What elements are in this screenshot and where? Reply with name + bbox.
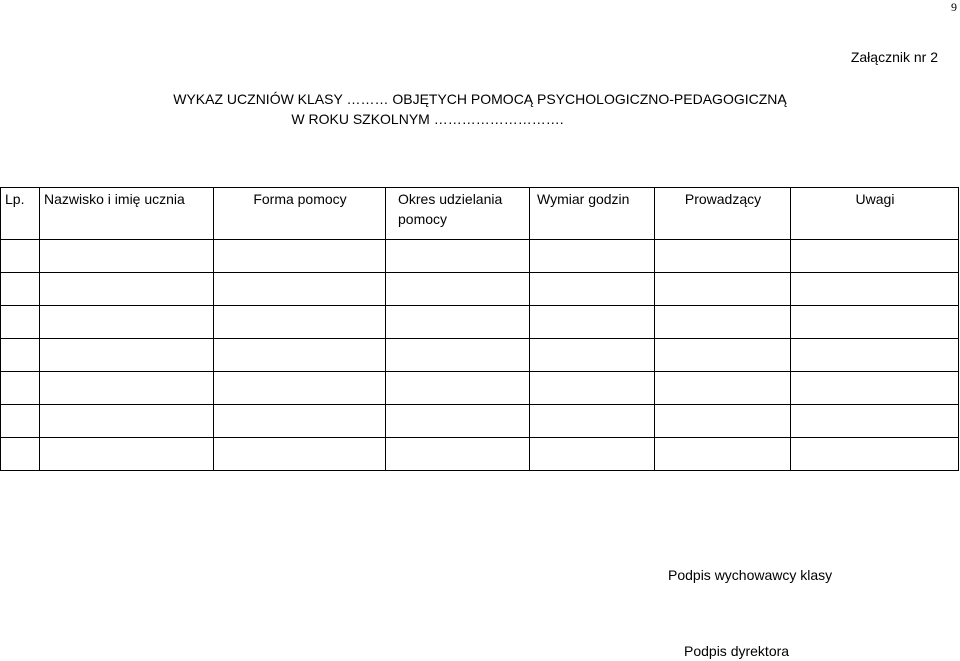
teacher-signature-label: Podpis wychowawcy klasy <box>668 567 833 583</box>
cell-instructor[interactable] <box>655 405 791 438</box>
cell-student-name[interactable] <box>40 405 214 438</box>
cell-lp[interactable] <box>1 438 40 471</box>
cell-instructor[interactable] <box>655 438 791 471</box>
page-number: 9 <box>951 0 957 14</box>
cell-help-form[interactable] <box>214 405 386 438</box>
header-notes: Uwagi <box>791 188 959 240</box>
cell-hours[interactable] <box>530 372 655 405</box>
cell-lp[interactable] <box>1 405 40 438</box>
cell-student-name[interactable] <box>40 372 214 405</box>
cell-notes[interactable] <box>791 438 959 471</box>
cell-help-form[interactable] <box>214 438 386 471</box>
document-title <box>0 89 960 129</box>
table-row <box>1 405 959 438</box>
director-signature-label: Podpis dyrektora <box>684 643 790 659</box>
cell-help-period[interactable] <box>386 273 530 306</box>
title-line-2: W ROKU SZKOLNYM ………………………. <box>291 111 564 127</box>
cell-student-name[interactable] <box>40 339 214 372</box>
table-header-row <box>1 188 959 240</box>
table-row <box>1 339 959 372</box>
cell-help-form[interactable] <box>214 240 386 273</box>
students-table <box>0 187 959 471</box>
table-row <box>1 273 959 306</box>
cell-help-period[interactable] <box>386 306 530 339</box>
cell-instructor[interactable] <box>655 306 791 339</box>
cell-notes[interactable] <box>791 306 959 339</box>
cell-lp[interactable] <box>1 240 40 273</box>
cell-help-form[interactable] <box>214 273 386 306</box>
cell-student-name[interactable] <box>40 306 214 339</box>
cell-instructor[interactable] <box>655 339 791 372</box>
cell-help-form[interactable] <box>214 306 386 339</box>
header-lp: Lp. <box>1 188 40 240</box>
cell-help-period[interactable] <box>386 240 530 273</box>
cell-help-period[interactable] <box>386 405 530 438</box>
cell-instructor[interactable] <box>655 372 791 405</box>
cell-lp[interactable] <box>1 273 40 306</box>
cell-notes[interactable] <box>791 273 959 306</box>
cell-help-period[interactable] <box>386 438 530 471</box>
header-hours: Wymiar godzin <box>530 188 655 240</box>
cell-notes[interactable] <box>791 339 959 372</box>
cell-student-name[interactable] <box>40 438 214 471</box>
cell-hours[interactable] <box>530 306 655 339</box>
cell-help-form[interactable] <box>214 339 386 372</box>
cell-notes[interactable] <box>791 372 959 405</box>
table-row <box>1 240 959 273</box>
header-help-period: Okres udzielania pomocy <box>386 188 530 240</box>
cell-student-name[interactable] <box>40 240 214 273</box>
cell-hours[interactable] <box>530 273 655 306</box>
table-row <box>1 372 959 405</box>
cell-hours[interactable] <box>530 438 655 471</box>
cell-hours[interactable] <box>530 339 655 372</box>
cell-hours[interactable] <box>530 405 655 438</box>
cell-student-name[interactable] <box>40 273 214 306</box>
title-line-1: WYKAZ UCZNIÓW KLASY ……… OBJĘTYCH POMOCĄ PSYCHOLOGICZNO-PEDAGOGICZNĄ <box>173 91 787 107</box>
attachment-label: Załącznik nr 2 <box>850 49 938 65</box>
header-student-name: Nazwisko i imię ucznia <box>40 188 214 240</box>
header-help-form: Forma pomocy <box>214 188 386 240</box>
header-instructor: Prowadzący <box>655 188 791 240</box>
cell-help-form[interactable] <box>214 372 386 405</box>
cell-lp[interactable] <box>1 339 40 372</box>
cell-help-period[interactable] <box>386 372 530 405</box>
table-row <box>1 438 959 471</box>
cell-help-period[interactable] <box>386 339 530 372</box>
cell-lp[interactable] <box>1 306 40 339</box>
cell-lp[interactable] <box>1 372 40 405</box>
table-row <box>1 306 959 339</box>
cell-notes[interactable] <box>791 240 959 273</box>
cell-notes[interactable] <box>791 405 959 438</box>
cell-instructor[interactable] <box>655 273 791 306</box>
cell-instructor[interactable] <box>655 240 791 273</box>
cell-hours[interactable] <box>530 240 655 273</box>
